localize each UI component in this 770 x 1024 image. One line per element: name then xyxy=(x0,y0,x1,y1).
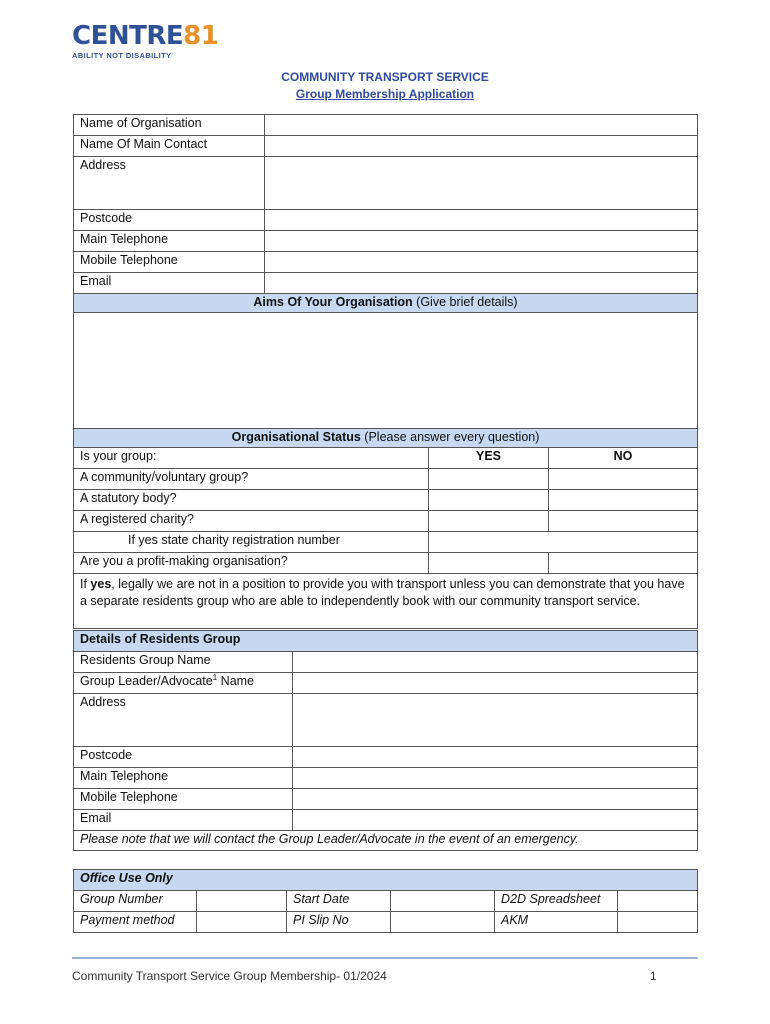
group-number-label: Group Number xyxy=(74,891,197,912)
footer-text: Community Transport Service Group Membership- 01/2024 xyxy=(72,969,387,983)
footer-divider xyxy=(72,957,698,959)
address-field[interactable] xyxy=(265,157,698,210)
akm-label: AKM xyxy=(495,912,618,933)
aims-heading: Aims Of Your Organisation xyxy=(253,295,413,309)
pi-slip-field[interactable] xyxy=(391,912,495,933)
document-title: COMMUNITY TRANSPORT SERVICE xyxy=(281,70,489,84)
main-contact-field[interactable] xyxy=(265,136,698,157)
footnote-marker: 1 xyxy=(212,672,218,682)
community-group-no[interactable] xyxy=(549,469,698,490)
residents-main-telephone-label: Main Telephone xyxy=(74,768,293,789)
postcode-field[interactable] xyxy=(265,210,698,231)
residents-address-label: Address xyxy=(74,694,293,747)
office-use-table xyxy=(73,869,698,933)
d2d-spreadsheet-field[interactable] xyxy=(618,891,698,912)
community-group-question: A community/voluntary group? xyxy=(74,469,429,490)
yes-column-header: YES xyxy=(429,448,549,469)
mobile-telephone-label: Mobile Telephone xyxy=(74,252,265,273)
main-telephone-label: Main Telephone xyxy=(74,231,265,252)
residents-postcode-label: Postcode xyxy=(74,747,293,768)
emergency-contact-note: Please note that we will contact the Group Leader/Advocate in the event of an emergency. xyxy=(74,831,698,851)
charity-number-label: If yes state charity registration number xyxy=(74,532,429,553)
profit-making-no[interactable] xyxy=(549,553,698,574)
group-leader-field[interactable] xyxy=(293,673,698,694)
status-section-header xyxy=(74,429,698,448)
start-date-field[interactable] xyxy=(391,891,495,912)
note-prefix: If xyxy=(80,577,91,591)
aims-section-header xyxy=(74,294,698,313)
no-column-header: NO xyxy=(549,448,698,469)
postcode-label: Postcode xyxy=(74,210,265,231)
office-use-header: Office Use Only xyxy=(74,870,698,891)
community-group-yes[interactable] xyxy=(429,469,549,490)
d2d-spreadsheet-label: D2D Spreadsheet xyxy=(495,891,618,912)
status-question-header: Is your group: xyxy=(74,448,429,469)
start-date-label: Start Date xyxy=(287,891,391,912)
status-heading: Organisational Status xyxy=(231,430,361,444)
residents-group-name-label: Residents Group Name xyxy=(74,652,293,673)
residents-mobile-telephone-field[interactable] xyxy=(293,789,698,810)
registered-charity-no[interactable] xyxy=(549,511,698,532)
org-name-label: Name of Organisation xyxy=(74,115,265,136)
status-instruction: (Please answer every question) xyxy=(360,430,540,444)
main-contact-label: Name Of Main Contact xyxy=(74,136,265,157)
aims-textarea[interactable] xyxy=(74,313,698,429)
registered-charity-yes[interactable] xyxy=(429,511,549,532)
payment-method-label: Payment method xyxy=(74,912,197,933)
profit-making-question: Are you a profit-making organisation? xyxy=(74,553,429,574)
group-leader-text: Group Leader/Advocate xyxy=(80,674,213,688)
residents-group-name-field[interactable] xyxy=(293,652,698,673)
centre81-logo xyxy=(72,22,218,60)
org-name-field[interactable] xyxy=(265,115,698,136)
main-telephone-field[interactable] xyxy=(265,231,698,252)
charity-number-field[interactable] xyxy=(429,532,698,553)
akm-field[interactable] xyxy=(618,912,698,933)
mobile-telephone-field[interactable] xyxy=(265,252,698,273)
pi-slip-label: PI Slip No xyxy=(287,912,391,933)
logo-word-main: CENTRE xyxy=(72,21,184,51)
residents-group-table xyxy=(73,630,698,851)
group-number-field[interactable] xyxy=(197,891,287,912)
note-body: , legally we are not in a position to provide you with transport unless you can demonstrate that you have a separate residents group who are able to independently book with our community transport service. xyxy=(80,577,685,608)
registered-charity-question: A registered charity? xyxy=(74,511,429,532)
statutory-body-yes[interactable] xyxy=(429,490,549,511)
address-label: Address xyxy=(74,157,265,210)
residents-main-telephone-field[interactable] xyxy=(293,768,698,789)
residents-email-label: Email xyxy=(74,810,293,831)
residents-email-field[interactable] xyxy=(293,810,698,831)
statutory-body-question: A statutory body? xyxy=(74,490,429,511)
group-leader-label xyxy=(74,673,293,694)
residents-address-field[interactable] xyxy=(293,694,698,747)
residents-mobile-telephone-label: Mobile Telephone xyxy=(74,789,293,810)
email-field[interactable] xyxy=(265,273,698,294)
document-subtitle: Group Membership Application xyxy=(295,87,475,101)
residents-section-header: Details of Residents Group xyxy=(74,631,698,652)
profit-making-note xyxy=(74,574,698,629)
aims-instruction: (Give brief details) xyxy=(412,295,518,309)
email-label: Email xyxy=(74,273,265,294)
application-form-table xyxy=(73,114,698,629)
page-number: 1 xyxy=(650,969,657,983)
logo-word-number: 81 xyxy=(183,21,219,51)
profit-making-yes[interactable] xyxy=(429,553,549,574)
residents-postcode-field[interactable] xyxy=(293,747,698,768)
group-leader-suffix: Name xyxy=(217,674,255,688)
logo-tagline: ABILITY NOT DISABILITY xyxy=(72,51,172,60)
payment-method-field[interactable] xyxy=(197,912,287,933)
note-bold-yes: yes xyxy=(90,577,112,591)
statutory-body-no[interactable] xyxy=(549,490,698,511)
